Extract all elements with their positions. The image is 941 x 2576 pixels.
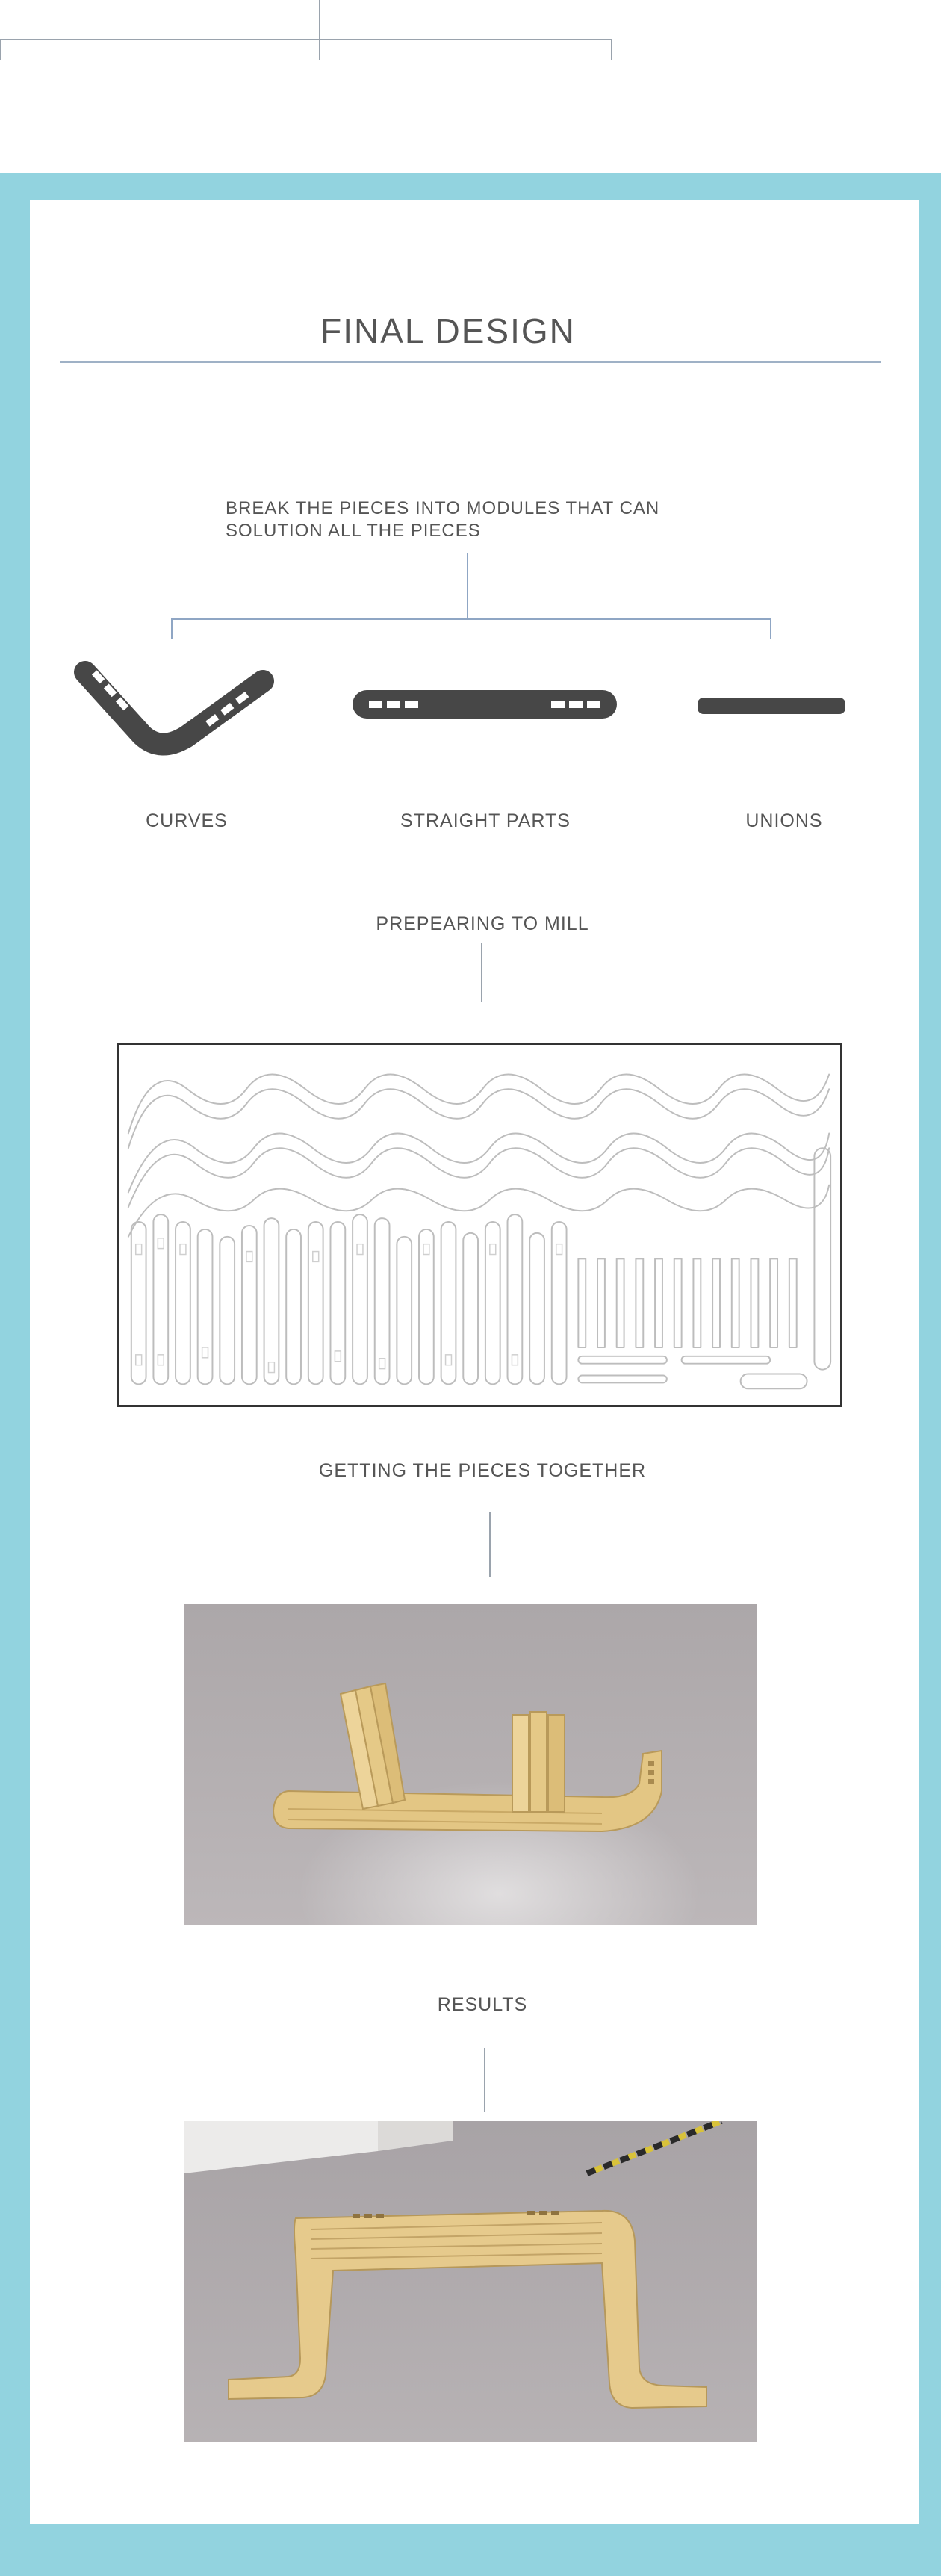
top-divider-stem xyxy=(319,0,320,60)
step-results-heading: RESULTS xyxy=(437,1994,528,2015)
results-photo xyxy=(184,2121,757,2442)
union-module-icon xyxy=(696,696,847,716)
mill-layout-sheet xyxy=(117,1043,842,1407)
bracket-left-leg xyxy=(171,618,173,639)
bracket-stem xyxy=(467,553,468,618)
top-divider-right-tick xyxy=(611,39,612,60)
page-frame xyxy=(0,173,941,2576)
step-assembly-connector xyxy=(489,1512,491,1577)
step-mill-heading: PREPEARING TO MILL xyxy=(376,913,589,934)
module-label-curves: CURVES xyxy=(146,810,228,831)
top-divider-line xyxy=(0,39,612,40)
title-rule xyxy=(60,361,881,363)
bracket-right-leg xyxy=(770,618,771,639)
bracket-bar xyxy=(171,618,771,620)
step-mill-connector xyxy=(481,943,482,1002)
intro-text xyxy=(226,497,659,542)
step-assembly-heading: GETTING THE PIECES TOGETHER xyxy=(318,1460,647,1481)
intro-line-2: SOLUTION ALL THE PIECES xyxy=(226,521,481,541)
intro-line-1: BREAK THE PIECES INTO MODULES THAT CAN xyxy=(226,498,660,518)
page-title: FINAL DESIGN xyxy=(320,311,576,350)
module-label-unions: UNIONS xyxy=(745,810,823,831)
assembly-photo xyxy=(184,1604,757,1925)
content-panel xyxy=(30,200,919,2524)
top-divider-left-tick xyxy=(0,39,1,60)
straight-module-icon xyxy=(351,687,620,721)
step-results-connector xyxy=(484,2048,485,2112)
curve-module-icon xyxy=(67,648,284,768)
module-label-straight: STRAIGHT PARTS xyxy=(400,810,571,831)
